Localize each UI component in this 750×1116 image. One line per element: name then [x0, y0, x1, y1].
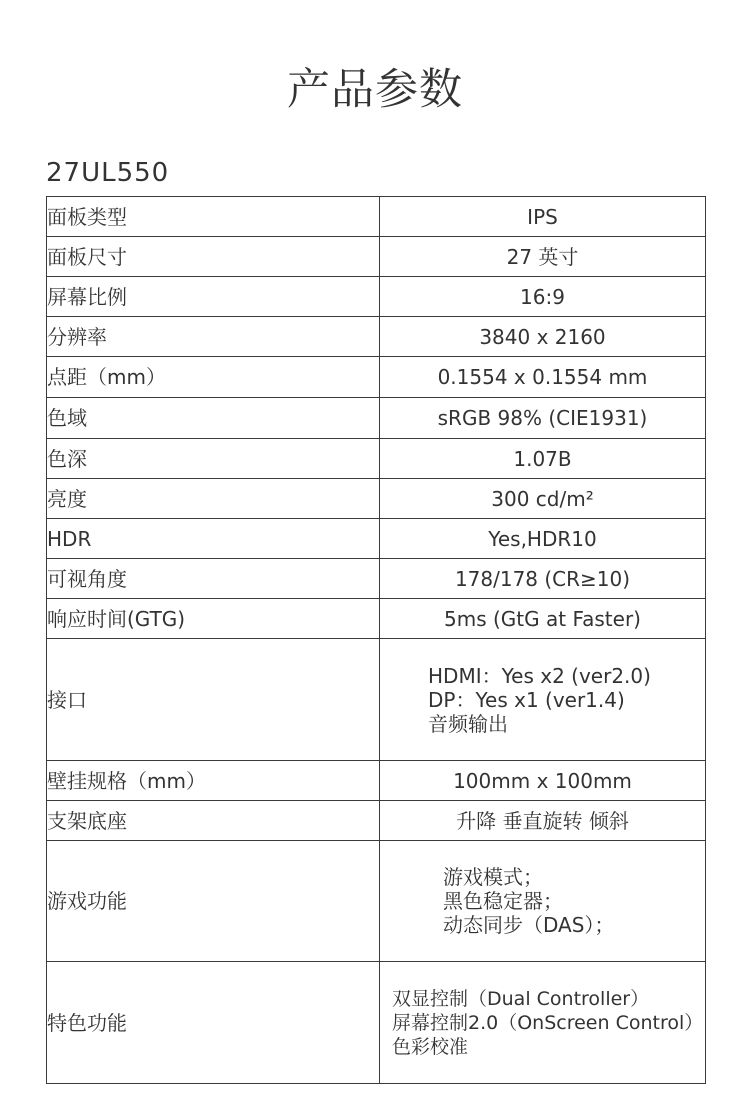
spec-label: 可视角度	[47, 559, 380, 599]
spec-value: 升降 垂直旋转 倾斜	[380, 801, 706, 841]
spec-value: IPS	[380, 197, 706, 237]
table-row	[47, 801, 706, 841]
spec-value	[380, 962, 706, 1084]
table-row	[47, 639, 706, 761]
table-row	[47, 479, 706, 519]
spec-label: 分辨率	[47, 317, 380, 357]
spec-value: Yes,HDR10	[380, 519, 706, 559]
spec-value	[380, 639, 706, 761]
spec-value: 27 英寸	[380, 237, 706, 277]
spec-label: 支架底座	[47, 801, 380, 841]
spec-label: 接口	[47, 639, 380, 761]
page-title: 产品参数	[287, 65, 463, 115]
table-row	[47, 277, 706, 317]
model-name: 27UL550	[46, 158, 170, 188]
spec-label: 屏幕比例	[47, 277, 380, 317]
table-row	[47, 398, 706, 439]
spec-value: 16:9	[380, 277, 706, 317]
spec-value: 1.07B	[380, 439, 706, 479]
spec-label: 面板尺寸	[47, 237, 380, 277]
spec-label: 壁挂规格（mm）	[47, 761, 380, 801]
table-row	[47, 197, 706, 237]
spec-label: 色域	[47, 398, 380, 439]
spec-value-line: 动态同步（DAS）；	[443, 913, 615, 937]
spec-label: HDR	[47, 519, 380, 559]
spec-value: 178/178 (CR≥10)	[380, 559, 706, 599]
spec-label: 面板类型	[47, 197, 380, 237]
spec-value: 5ms (GtG at Faster)	[380, 599, 706, 639]
spec-value-line: 音频输出	[428, 711, 508, 736]
spec-label: 色深	[47, 439, 380, 479]
spec-value-line: 屏幕控制2.0（OnScreen Control）	[392, 1011, 704, 1034]
spec-value-line: HDMI：Yes x2 (ver2.0)	[428, 663, 651, 688]
spec-value: 0.1554 x 0.1554 mm	[380, 357, 706, 398]
spec-value: 100mm x 100mm	[380, 761, 706, 801]
table-row	[47, 317, 706, 357]
spec-table	[46, 196, 706, 1084]
spec-value: sRGB 98% (CIE1931)	[380, 398, 706, 439]
spec-value: 3840 x 2160	[380, 317, 706, 357]
spec-label: 游戏功能	[47, 841, 380, 962]
table-row	[47, 519, 706, 559]
table-row	[47, 237, 706, 277]
table-row	[47, 357, 706, 398]
spec-label: 亮度	[47, 479, 380, 519]
spec-value-line: 色彩校准	[392, 1035, 469, 1058]
spec-value	[380, 841, 706, 962]
spec-label: 响应时间(GTG)	[47, 599, 380, 639]
spec-label: 特色功能	[47, 962, 380, 1084]
spec-value-line: 双显控制（Dual Controller）	[392, 987, 650, 1010]
spec-value-line: 黑色稳定器；	[443, 889, 563, 913]
spec-value-line: 游戏模式；	[443, 865, 543, 889]
table-row	[47, 599, 706, 639]
table-row	[47, 761, 706, 801]
table-row	[47, 962, 706, 1084]
spec-value: 300 cd/m²	[380, 479, 706, 519]
table-row	[47, 439, 706, 479]
spec-label: 点距（mm）	[47, 357, 380, 398]
spec-value-line: DP：Yes x1 (ver1.4)	[428, 687, 625, 712]
table-row	[47, 559, 706, 599]
table-row	[47, 841, 706, 962]
